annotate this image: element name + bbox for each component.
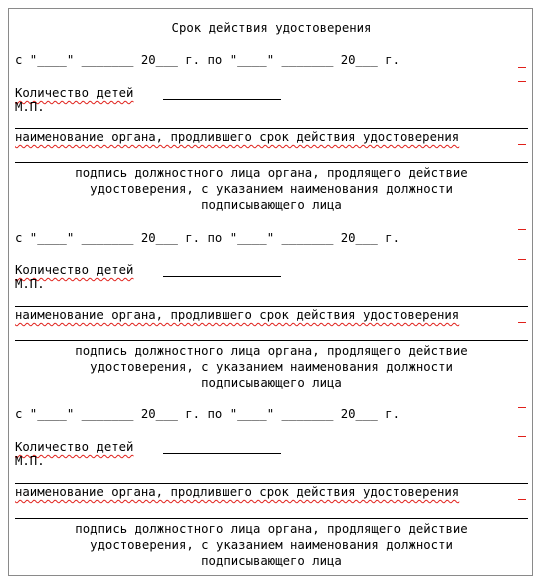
authority-line: [15, 128, 528, 129]
proofing-mark: [518, 499, 526, 500]
period-line: с "____" _______ 20___ г. по "____" _______ 20___ г.: [15, 407, 400, 421]
children-count-field: [163, 264, 281, 277]
stamp-label: М.П.: [15, 454, 45, 468]
stamp-label: М.П.: [15, 100, 45, 114]
proofing-mark: [518, 144, 526, 145]
proofing-mark: [518, 259, 526, 260]
signature-line: [15, 518, 528, 519]
authority-line: [15, 483, 528, 484]
children-count-label: Количество детей: [15, 263, 134, 277]
children-count-field: [163, 87, 281, 100]
proofing-mark: [518, 322, 526, 323]
proofing-mark: [518, 436, 526, 437]
signature-caption: подпись должностного лица органа, продлящего действие удостоверения, с указанием наименования должности подписывающего лица: [75, 166, 468, 212]
children-count-label: Количество детей: [15, 86, 134, 100]
signature-caption: подпись должностного лица органа, продлящего действие удостоверения, с указанием наименования должности подписывающего лица: [75, 344, 468, 390]
children-count-field: [163, 441, 281, 454]
proofing-mark: [518, 407, 526, 408]
signature-line: [15, 162, 528, 163]
document-frame: [8, 8, 533, 576]
period-line: с "____" _______ 20___ г. по "____" _______ 20___ г.: [15, 231, 400, 245]
signature-caption: подпись должностного лица органа, продлящего действие удостоверения, с указанием наименования должности подписывающего лица: [75, 522, 468, 568]
proofing-mark: [518, 81, 526, 82]
stamp-label: М.П.: [15, 277, 45, 291]
period-line: с "____" _______ 20___ г. по "____" _______ 20___ г.: [15, 53, 400, 67]
authority-caption: наименование органа, продлившего срок действия удостоверения: [15, 130, 460, 144]
authority-caption: наименование органа, продлившего срок действия удостоверения: [15, 308, 460, 322]
children-count-label: Количество детей: [15, 440, 134, 454]
signature-line: [15, 340, 528, 341]
authority-caption: наименование органа, продлившего срок действия удостоверения: [15, 485, 460, 499]
document-title: Срок действия удостоверения: [171, 21, 372, 35]
authority-line: [15, 306, 528, 307]
proofing-mark: [518, 67, 526, 68]
proofing-mark: [518, 229, 526, 230]
